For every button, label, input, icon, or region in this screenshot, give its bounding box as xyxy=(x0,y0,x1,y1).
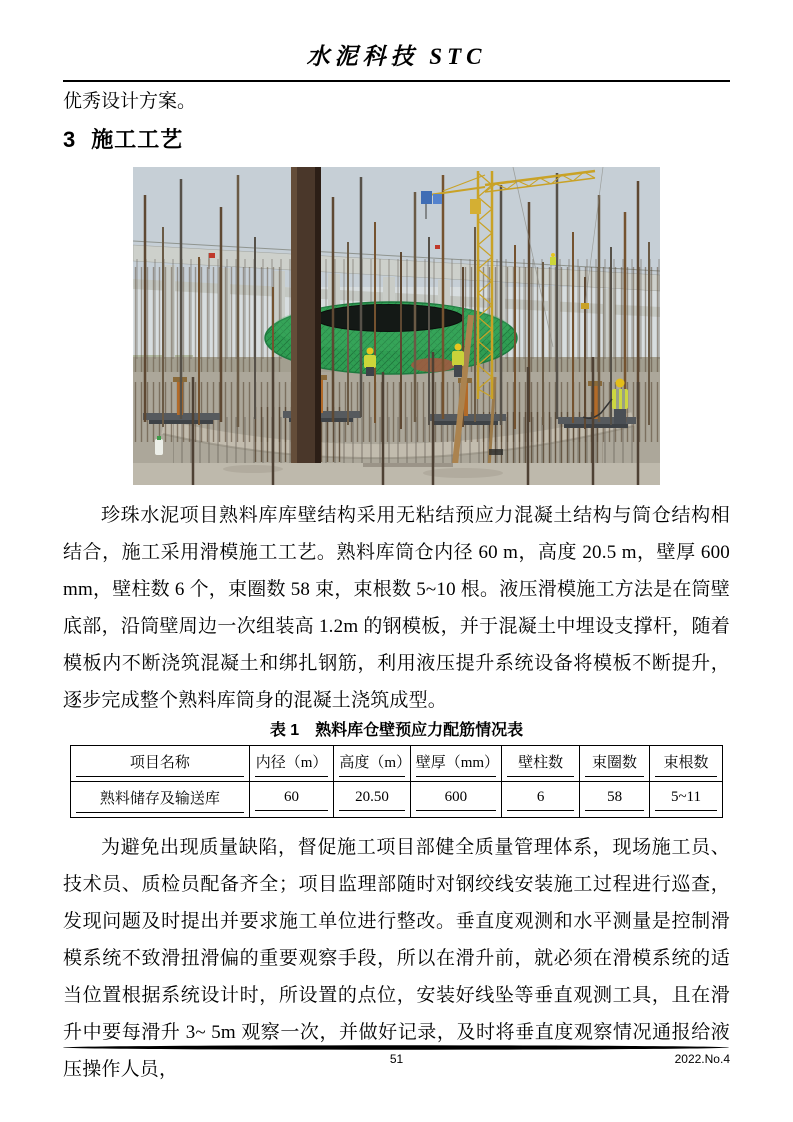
steel-column xyxy=(291,167,321,485)
construction-photo-illustration xyxy=(133,167,660,485)
construction-site-photo xyxy=(133,167,660,485)
page-footer xyxy=(63,1045,730,1067)
header-cell: 高度（m） xyxy=(339,749,404,777)
prestress-rebar-table xyxy=(70,745,723,818)
data-cell: 熟料储存及输送库 xyxy=(76,785,244,813)
header-cell: 束根数 xyxy=(655,749,717,777)
body-paragraph-2: 为避免出现质量缺陷，督促施工项目部健全质量管理体系，现场施工员、技术员、质检员配备齐全；项目监理部随时对钢绞线安装施工过程进行巡查，发现问题及时提出并要求施工单位进行整改。垂直度观测和水平测量是控制滑模系统不致滑扭滑偏的重要观察手段，所以在滑升前，就必须在滑模系统的适当位置根据系统设计时，所设置的点位，安装好线坠等垂直观测工具，且在滑升中要每滑升 3~ 5m 观察一次，并做好记录，及时将垂直度观察情况通报给液压操作人员， xyxy=(63,836,730,1080)
header-cell: 项目名称 xyxy=(76,749,244,777)
data-cell: 600 xyxy=(416,787,496,811)
body-paragraph-1: 珍珠水泥项目熟料库库壁结构采用无粘结预应力混凝土结构与筒仓结构相结合，施工采用滑模施工工艺。熟料库筒仓内径 60 m，高度 20.5 m，壁厚 600 mm，壁柱数 6 个，束圈数 58 束，束根数 5~10 根。液压滑模施工方法是在筒壁底部，沿筒壁周边一次组装高 1.2m 的钢模板，并于混凝土中埋设支撑杆，随着模板内不断浇筑混凝土和绑扎钢筋，利用液压提升系统设备将模板不断提升，逐步完成整个熟料库筒身的混凝土浇筑成型。 xyxy=(63,504,730,711)
data-cell: 58 xyxy=(585,787,644,811)
table-header-row xyxy=(71,745,723,781)
data-cell: 20.50 xyxy=(339,787,404,811)
data-cell: 6 xyxy=(507,787,574,811)
table-data-row xyxy=(71,781,723,817)
header-cell: 束圈数 xyxy=(585,749,644,777)
header-cell: 壁柱数 xyxy=(507,749,574,777)
data-cell: 5~11 xyxy=(655,787,717,811)
crane-trolley xyxy=(421,191,432,204)
silo-opening xyxy=(315,305,463,332)
section-number: 3 xyxy=(63,127,76,152)
intro-text: 优秀设计方案。 xyxy=(63,91,197,112)
header-cell: 壁厚（mm） xyxy=(416,749,496,777)
table-caption: 表 1 熟料库仓壁预应力配筋情况表 xyxy=(269,721,524,739)
footer-rule xyxy=(63,1045,730,1050)
section-heading xyxy=(63,126,730,154)
issue-label: 2022.No.4 xyxy=(674,1052,730,1066)
header-cell: 内径（m） xyxy=(255,749,329,777)
journal-title: 水泥科技 STC xyxy=(306,44,487,69)
data-cell: 60 xyxy=(255,787,329,811)
section-title: 施工工艺 xyxy=(91,127,184,152)
header-rule xyxy=(63,80,730,82)
page-number: 51 xyxy=(389,1052,404,1066)
